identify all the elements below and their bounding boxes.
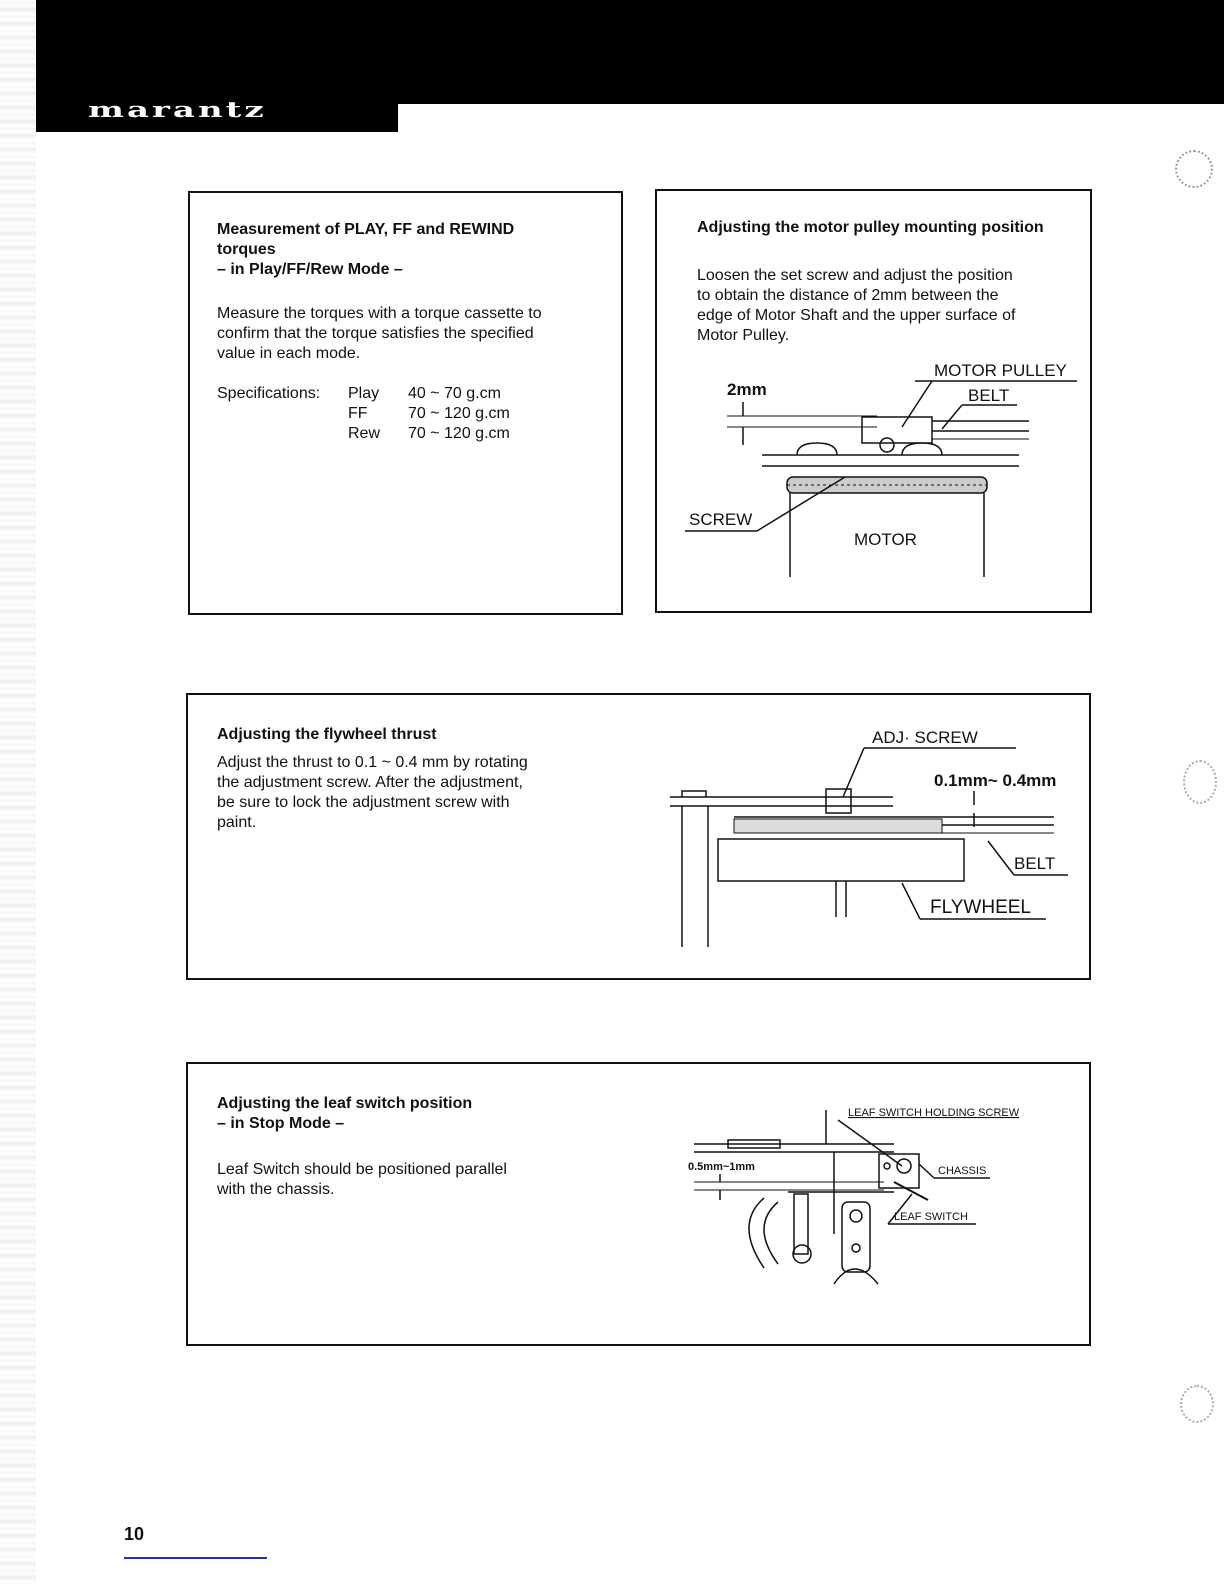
- leaf-switch-body-line2: with the chassis.: [217, 1181, 335, 1198]
- brand-logo: marantz: [88, 98, 267, 123]
- spec-value: 70 ~ 120 g.cm: [408, 405, 510, 422]
- spec-value: 70 ~ 120 g.cm: [408, 425, 510, 442]
- motor-pulley-body-line1: Loosen the set screw and adjust the position: [697, 267, 1013, 284]
- motor-label: MOTOR: [854, 530, 917, 549]
- torque-body-line3: value in each mode.: [217, 345, 361, 362]
- flywheel-body-line1: Adjust the thrust to 0.1 ~ 0.4 mm by rotating: [217, 754, 528, 771]
- flywheel-body-line2: the adjustment screw. After the adjustment,: [217, 774, 523, 791]
- torque-title-line2: torques: [217, 241, 276, 258]
- spec-mode: Rew: [348, 425, 381, 442]
- spec-value: 40 ~ 70 g.cm: [408, 385, 501, 402]
- gap-label: 2mm: [727, 380, 767, 399]
- leaf-switch-diagram: [684, 1094, 1084, 1304]
- motor-pulley-body-line4: Motor Pulley.: [697, 327, 790, 344]
- motor-pulley-title: Adjusting the motor pulley mounting position: [697, 219, 1044, 236]
- flywheel-title: Adjusting the flywheel thrust: [217, 726, 437, 743]
- leaf-switch-section: [186, 1062, 1091, 1346]
- chassis-label: CHASSIS: [938, 1165, 987, 1177]
- leaf-switch-title: Adjusting the leaf switch position: [217, 1095, 473, 1112]
- page-edge-mark: [1180, 1385, 1214, 1423]
- spec-table: [217, 384, 510, 444]
- spec-mode: Play: [348, 385, 380, 402]
- scan-edge: [0, 0, 36, 1584]
- motor-pulley-body-line2: to obtain the distance of 2mm between the: [697, 287, 999, 304]
- torque-body-line1: Measure the torques with a torque cassette to: [217, 305, 542, 322]
- footer-rule: [124, 1557, 267, 1559]
- torque-mode: – in Play/FF/Rew Mode –: [217, 261, 403, 278]
- range-label: 0.5mm~1mm: [688, 1161, 755, 1173]
- page-edge-mark: [1175, 150, 1213, 188]
- header-band: [36, 0, 1224, 104]
- torque-section: [188, 191, 623, 615]
- belt-label: BELT: [968, 386, 1010, 405]
- flywheel-label: FLYWHEEL: [930, 897, 1032, 918]
- torque-title-line1: Measurement of PLAY, FF and REWIND: [217, 221, 515, 238]
- motor-pulley-section: [655, 189, 1092, 613]
- flywheel-section: [186, 693, 1091, 980]
- page-number: 10: [124, 1524, 145, 1544]
- belt-label: BELT: [1014, 854, 1056, 873]
- range-label: 0.1mm~ 0.4mm: [934, 771, 1057, 790]
- spec-mode: FF: [348, 405, 368, 422]
- flywheel-diagram: [668, 717, 1088, 957]
- leaf-switch-body-line1: Leaf Switch should be positioned parallel: [217, 1161, 507, 1178]
- torque-body-line2: confirm that the torque satisfies the specified: [217, 325, 534, 342]
- flywheel-body-line3: be sure to lock the adjustment screw with: [217, 794, 510, 811]
- spec-label: Specifications:: [217, 385, 321, 402]
- screw-label: SCREW: [689, 510, 753, 529]
- leaf-switch-label: LEAF SWITCH: [894, 1211, 968, 1223]
- leaf-switch-mode: – in Stop Mode –: [217, 1115, 345, 1132]
- motor-pulley-body-line3: edge of Motor Shaft and the upper surface of: [697, 307, 1016, 324]
- motor-pulley-label: MOTOR PULLEY: [934, 361, 1067, 380]
- flywheel-body-line4: paint.: [217, 814, 257, 831]
- holding-screw-label: LEAF SWITCH HOLDING SCREW: [848, 1107, 1020, 1119]
- page-edge-mark: [1183, 760, 1217, 804]
- adj-screw-label: ADJ· SCREW: [872, 728, 978, 747]
- motor-pulley-diagram: [657, 359, 1090, 609]
